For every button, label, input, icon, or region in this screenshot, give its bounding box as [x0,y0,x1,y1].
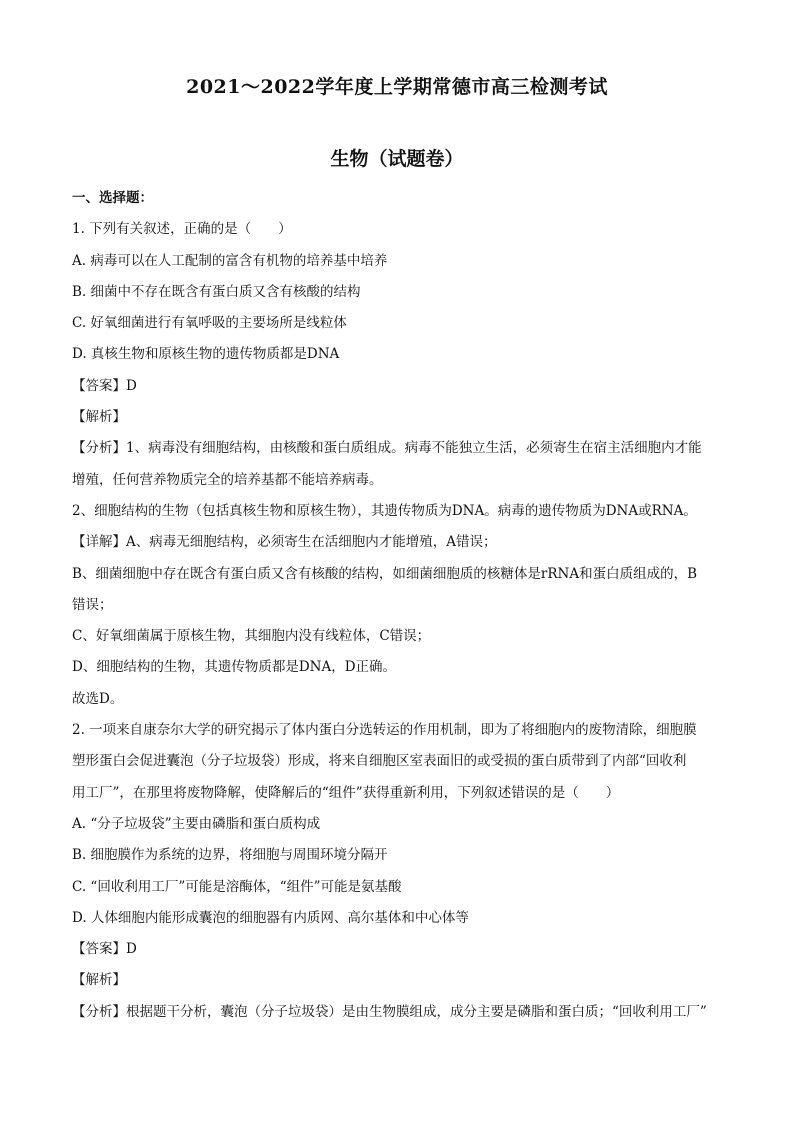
question-1-analysis-label: 【解析】 [72,409,126,426]
question-2-answer: 【答案】D [72,941,137,958]
question-2-option-a: A. “分子垃圾袋”主要由磷脂和蛋白质构成 [72,815,321,832]
question-2-stem-line: 塑形蛋白会促进囊泡（分子垃圾袋）形成，将来自细胞区室表面旧的或受损的蛋白质带到了内部“回收利 [72,753,687,770]
question-1-detail-line: 【详解】A、病毒无细胞结构，必须寄生在活细胞内才能增殖，A错误； [72,534,497,551]
section-heading: 一、选择题： [72,190,153,206]
question-1-answer: 【答案】D [72,377,137,394]
question-2-option-b: B. 细胞膜作为系统的边界，将细胞与周围环境分隔开 [72,847,388,864]
question-1-analysis-line: 增殖，任何营养物质完全的培养基都不能培养病毒。 [72,471,383,488]
question-2-stem-line: 用工厂”，在那里将废物降解，使降解后的“组件”获得重新利用，下列叙述错误的是（ ） [72,784,620,801]
question-2-option-d: D. 人体细胞内能形成囊泡的细胞器有内质网、高尔基体和中心体等 [72,909,469,926]
question-1-analysis-line: 2、细胞结构的生物（包括真核生物和原核生物），其遗传物质为DNA。病毒的遗传物质为DNA或RNA。 [72,502,697,519]
question-2-analysis-label: 【解析】 [72,972,126,989]
question-1-analysis-line: 【分析】1、病毒没有细胞结构，由核酸和蛋白质组成。病毒不能独立生活，必须寄生在宿主活细胞内才能 [72,440,702,457]
question-2-analysis-line: 【分析】根据题干分析，囊泡（分子垃圾袋）是由生物膜组成，成分主要是磷脂和蛋白质；“回收利用工厂” [72,1003,707,1020]
exam-title: 2021～2022学年度上学期常德市高三检测考试 [186,76,608,98]
question-1-detail-line: C、好氧细菌属于原核生物，其细胞内没有线粒体，C错误； [72,628,431,645]
question-2-stem-line: 2. 一项来自康奈尔大学的研究揭示了体内蛋白分选转运的作用机制，即为了将细胞内的废物清除，细胞膜 [72,722,697,739]
question-1-detail-line: 错误； [72,596,113,613]
question-1-option-a: A. 病毒可以在人工配制的富含有机物的培养基中培养 [72,252,388,269]
question-1-stem: 1. 下列有关叙述，正确的是（ ） [72,221,292,238]
question-1-conclusion: 故选D。 [72,690,124,707]
question-2-option-c: C. “回收利用工厂”可能是溶酶体，“组件”可能是氨基酸 [72,878,402,895]
question-1-option-d: D. 真核生物和原核生物的遗传物质都是DNA [72,346,340,363]
question-1-option-b: B. 细菌中不存在既含有蛋白质又含有核酸的结构 [72,283,361,300]
question-1-detail-line: B、细菌细胞中存在既含有蛋白质又含有核酸的结构，如细菌细胞质的核糖体是rRNA和蛋白质组成的，B [72,565,698,582]
document-body [72,183,732,1028]
exam-subtitle: 生物（试题卷） [330,148,464,170]
question-1-detail-line: D、细胞结构的生物，其遗传物质都是DNA，D正确。 [72,659,397,676]
question-1-option-c: C. 好氧细菌进行有氧呼吸的主要场所是线粒体 [72,315,347,332]
